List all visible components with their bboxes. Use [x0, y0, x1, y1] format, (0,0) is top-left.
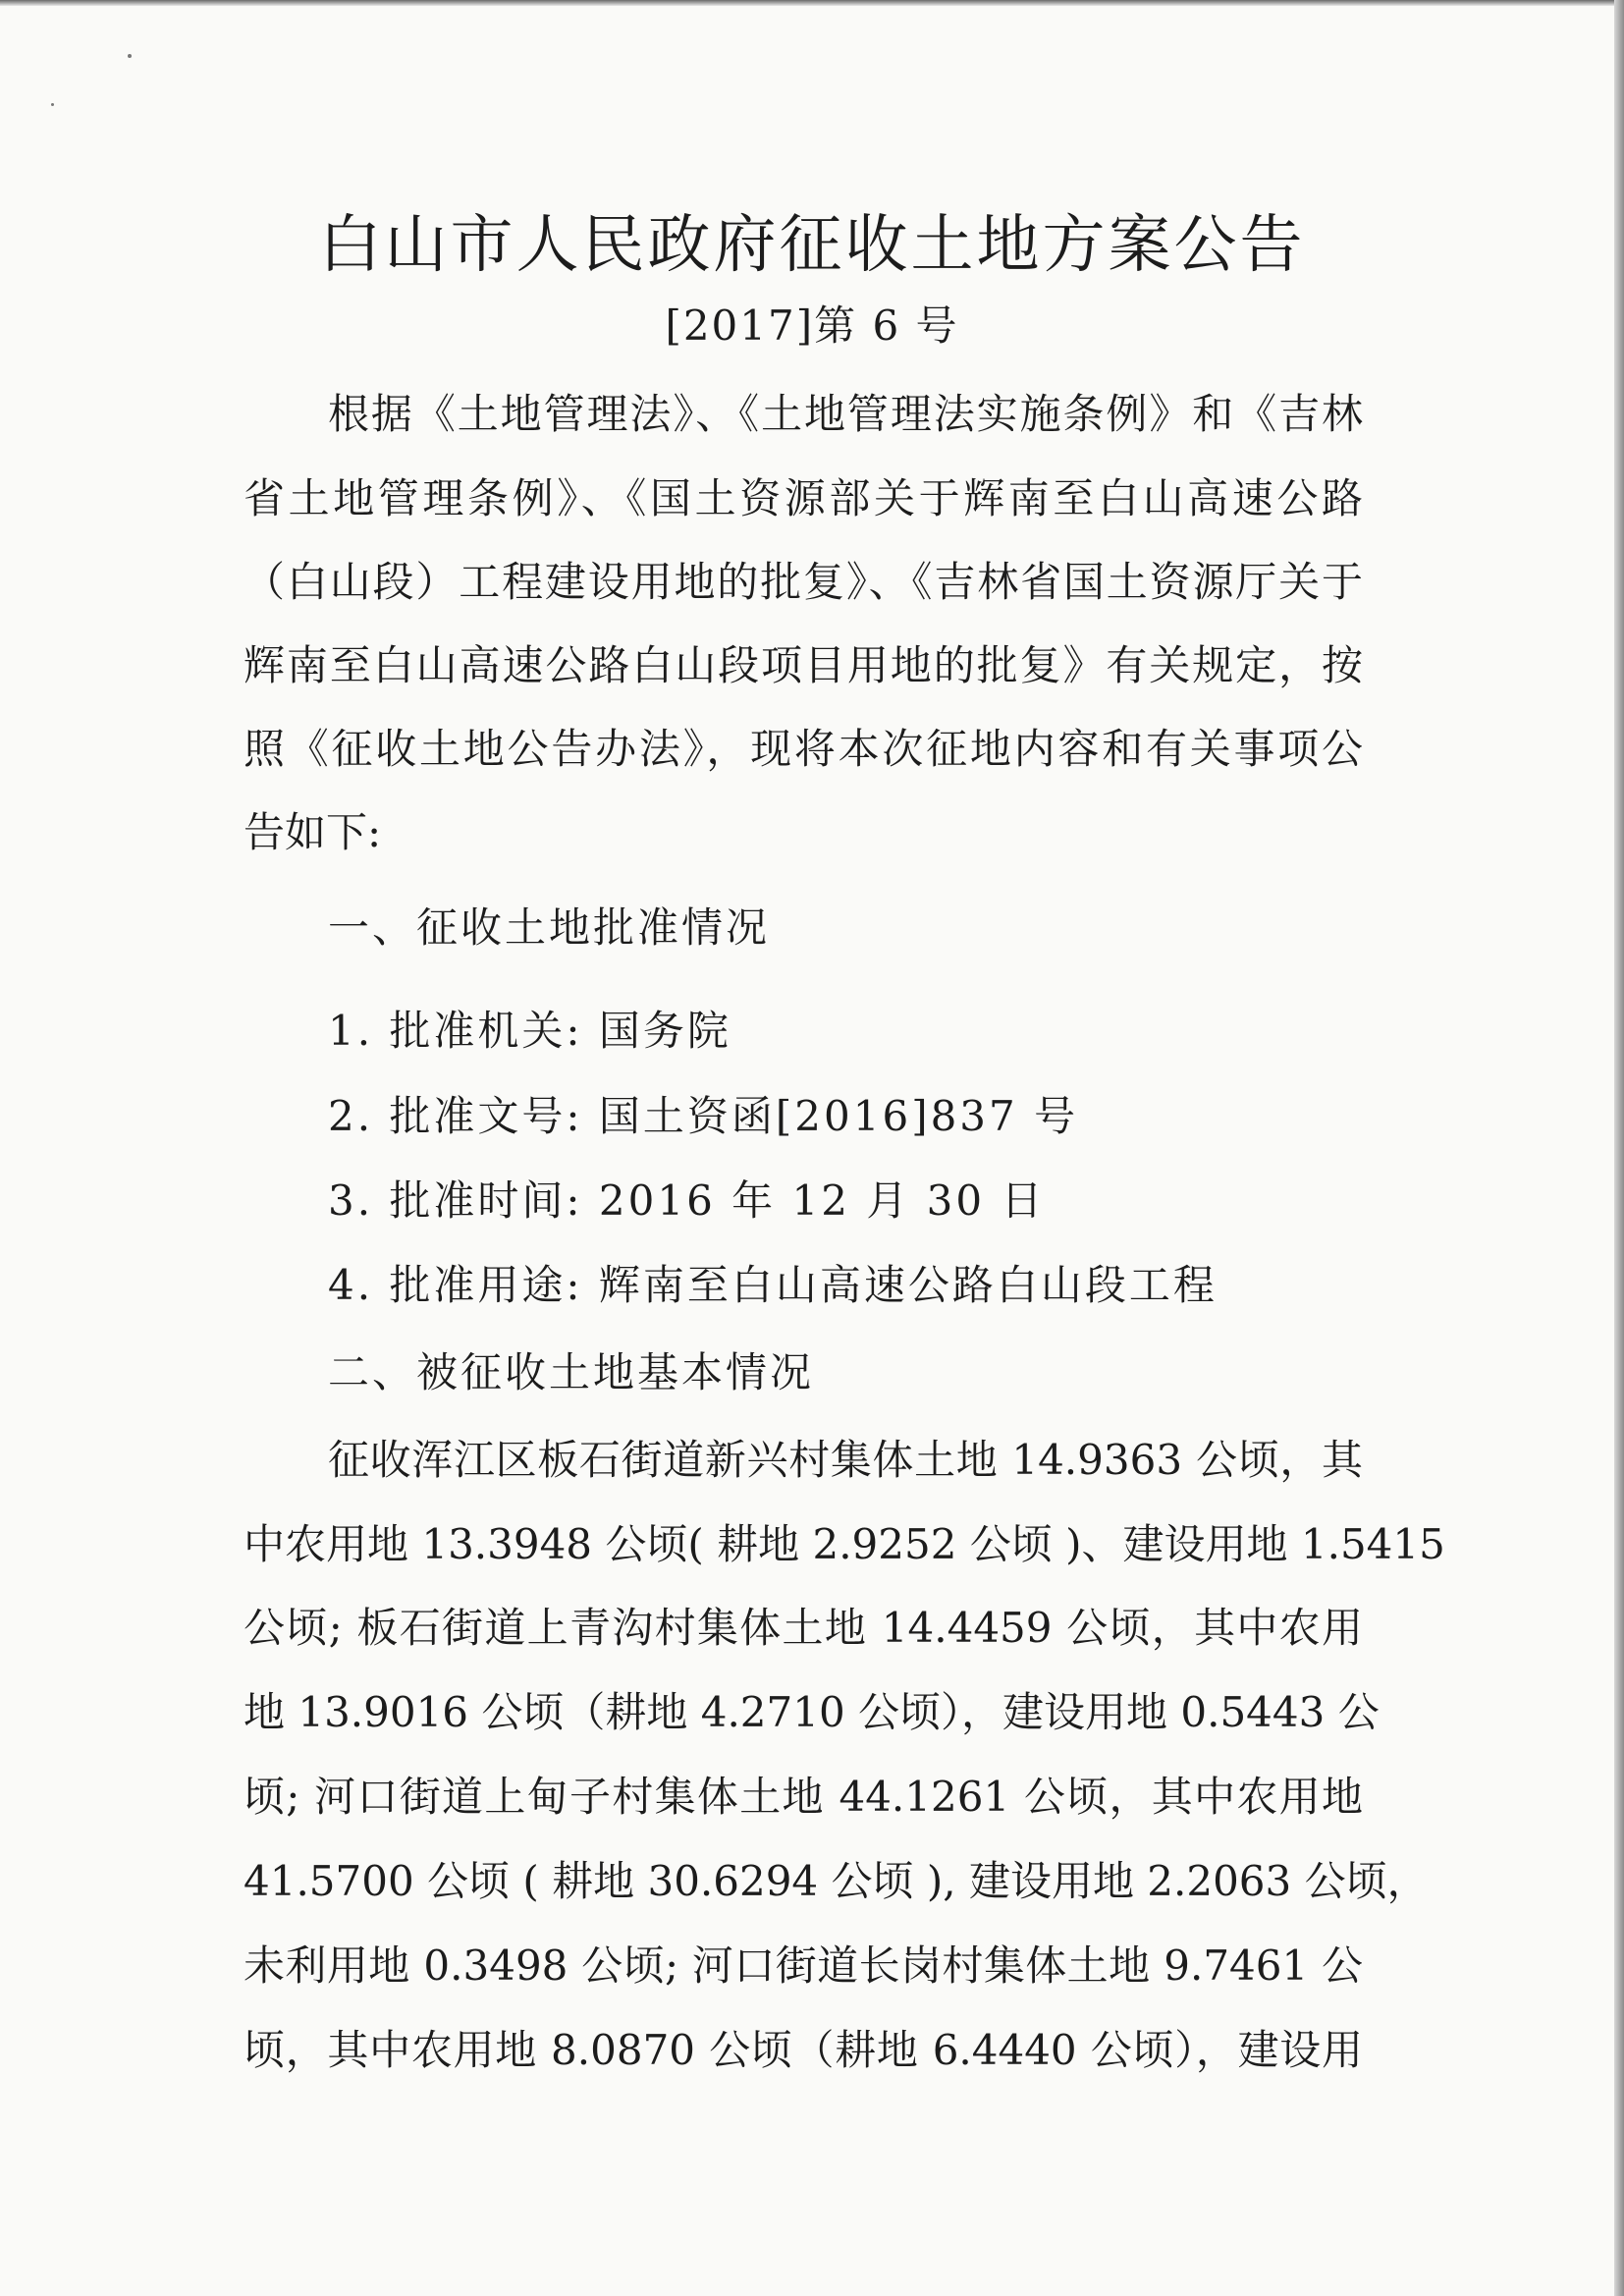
- approval-item: 3. 批准时间: 2016 年 12 月 30 日: [328, 1176, 1046, 1225]
- approval-item: 2. 批准文号: 国土资函[2016]837 号: [328, 1092, 1079, 1140]
- approval-item: 1. 批准机关: 国务院: [328, 1007, 731, 1055]
- document-number: [2017]第 6 号: [665, 301, 959, 350]
- paragraph-line: 公顷; 板石街道上青沟村集体土地 14.4459 公顷，其中农用: [244, 1604, 1363, 1652]
- section-heading: 一、征收土地批准情况: [328, 903, 771, 952]
- paragraph-line: 省土地管理条例》、《国土资源部关于辉南至白山高速公路: [244, 474, 1363, 522]
- paragraph-line: 顷，其中农用地 8.0870 公顷（耕地 6.4440 公顷），建设用: [244, 2026, 1363, 2074]
- document-title: 白山市人民政府征收土地方案公告: [318, 209, 1306, 282]
- paragraph-line: 告如下:: [244, 808, 382, 856]
- scan-speck: [51, 103, 54, 106]
- scan-edge-top: [0, 0, 1624, 6]
- approval-item: 4. 批准用途: 辉南至白山高速公路白山段工程: [328, 1261, 1218, 1309]
- paragraph-line: 41.5700 公顷 ( 耕地 30.6294 公顷 ), 建设用地 2.2063 公顷，: [244, 1857, 1429, 1905]
- scan-speck: [128, 54, 132, 58]
- paragraph-line: 根据《土地管理法》、《土地管理法实施条例》和《吉林: [328, 390, 1363, 438]
- paragraph-line: 辉南至白山高速公路白山段项目用地的批复》有关规定，按: [244, 641, 1363, 689]
- paragraph-line: 中农用地 13.3948 公顷( 耕地 2.9252 公顷 )、建设用地 1.5415: [244, 1520, 1445, 1568]
- paragraph-line: 顷; 河口街道上甸子村集体土地 44.1261 公顷，其中农用地: [244, 1773, 1363, 1821]
- paragraph-line: 照《征收土地公告办法》，现将本次征地内容和有关事项公: [244, 725, 1363, 773]
- paragraph-line: （白山段）工程建设用地的批复》、《吉林省国土资源厅关于: [244, 558, 1363, 606]
- paragraph-line: 征收浑江区板石街道新兴村集体土地 14.9363 公顷，其: [328, 1436, 1363, 1484]
- paragraph-line: 未利用地 0.3498 公顷; 河口街道长岗村集体土地 9.7461 公: [244, 1941, 1363, 1990]
- section-heading: 二、被征收土地基本情况: [328, 1348, 815, 1396]
- paragraph-line: 地 13.9016 公顷（耕地 4.2710 公顷），建设用地 0.5443 公: [244, 1688, 1380, 1736]
